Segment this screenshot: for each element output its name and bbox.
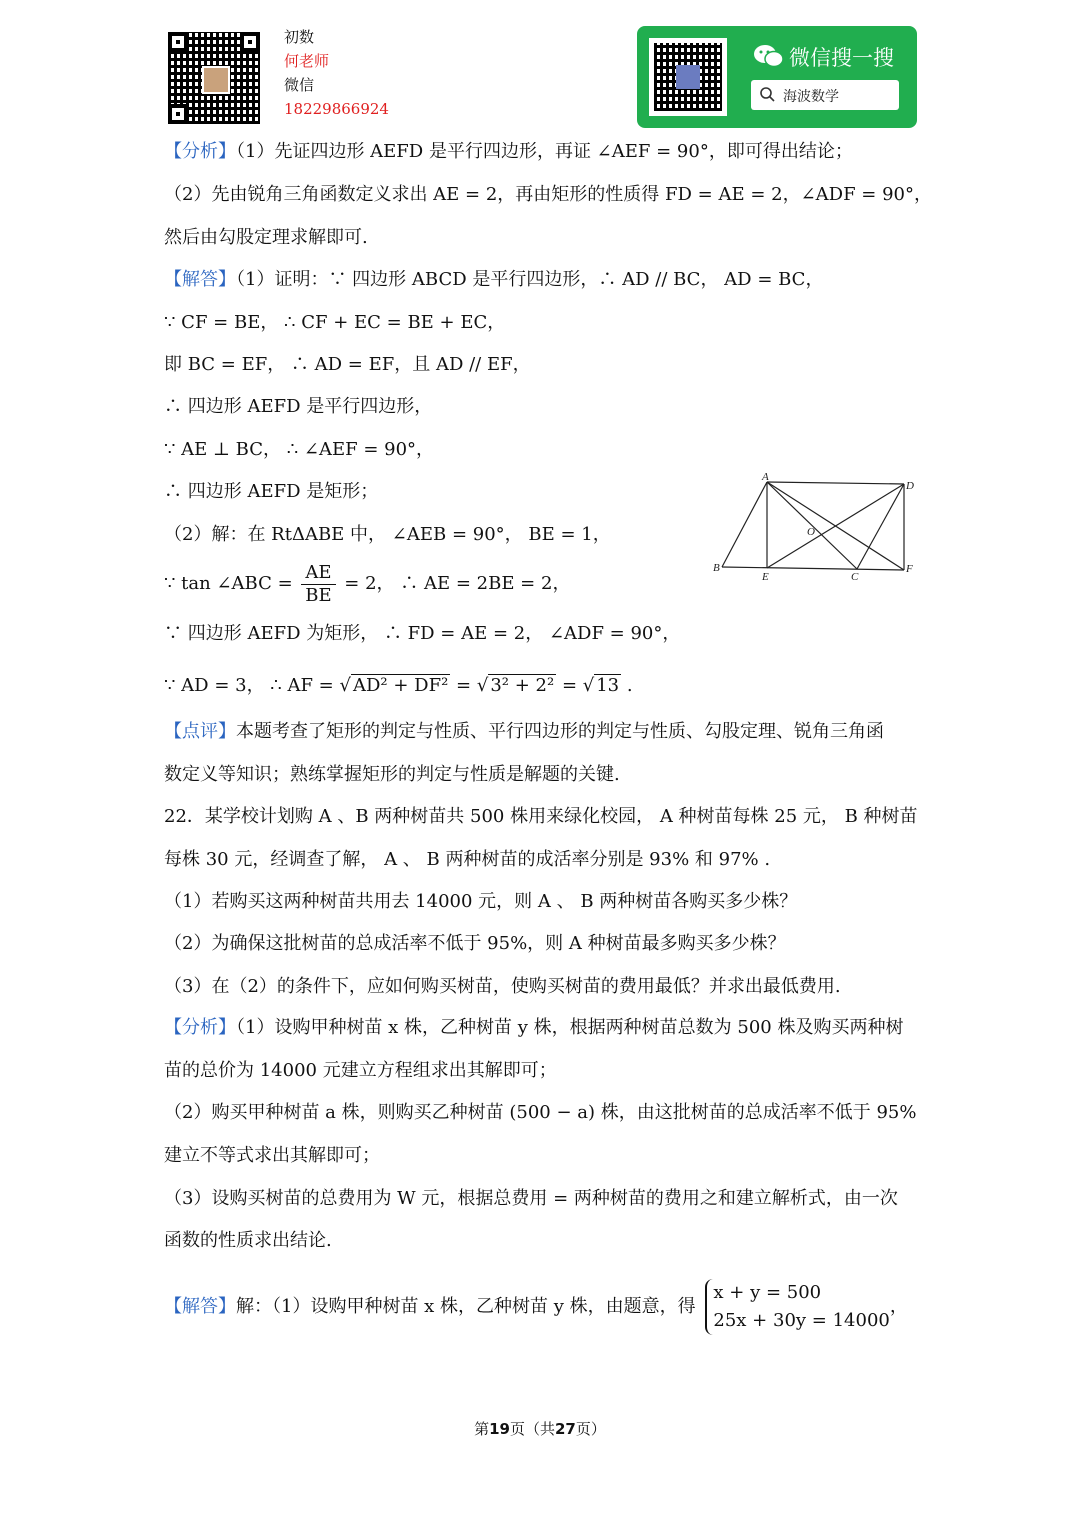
analysis2-line-5: （3）设购买树苗的总费用为 W 元，根据总费用 = 两种树苗的费用之和建立解析式，由一次 (164, 1188, 898, 1209)
qr-code-contact (168, 32, 260, 124)
wechat-search-box[interactable] (751, 80, 899, 110)
solution-line-2: ∵ CF = BE， ∴ CF + EC = BE + EC， (164, 312, 506, 333)
question-22-line-2: 每株 30 元，经调查了解， A 、 B 两种树苗的成活率分别是 93% 和 97% . (164, 849, 771, 870)
solution-line-1: 【解答】（1）证明：∵ 四边形 ABCD 是平行四边形，∴ AD // BC， AD = BC， (164, 269, 824, 290)
total-pages: 27 (555, 1420, 576, 1438)
solution-line-8: ∵ tan ∠ABC = $\frac{AE}{BE}$ = 2， ∴ AE = 2BE = 2， (164, 561, 571, 606)
equation-system: x + y = 500 25x + 30y = 14000 (705, 1279, 889, 1335)
label-b: B (713, 562, 720, 574)
analysis2-line-2: 苗的总价为 14000 元建立方程组求出其解即可； (164, 1060, 557, 1081)
solution-line-6: ∴ 四边形 AEFD 是矩形； (164, 481, 379, 502)
current-page: 19 (489, 1420, 510, 1438)
contact-phone: 18229866924 (284, 100, 389, 118)
wechat-icon (753, 44, 783, 66)
sqrt-ad-df: AD² + DF² (352, 675, 449, 696)
solution-line-3: 即 BC = EF， ∴ AD = EF，且 AD // EF， (164, 354, 531, 375)
question-22-line-1: 22．某学校计划购 A 、B 两种树苗共 500 株用来绿化校园， A 种树苗每株 25 元， B 种树苗 (164, 806, 918, 827)
comment-line-1: 【点评】本题考查了矩形的判定与性质、平行四边形的判定与性质、勾股定理、锐角三角函 (164, 721, 884, 742)
solution-line-9: ∵ 四边形 AEFD 为矩形， ∴ FD = AE = 2， ∠ADF = 90°， (164, 623, 681, 644)
sqrt-13: 13 (596, 675, 620, 696)
contact-line3: 微信 (284, 76, 315, 94)
fraction-ae-be: $\frac{AE}{BE}$ (301, 562, 335, 607)
label-e: E (762, 571, 769, 583)
solution-line-4: ∴ 四边形 AEFD 是平行四边形， (164, 396, 433, 417)
solution-line-7: （2）解：在 RtΔABE 中， ∠AEB = 90°， BE = 1， (164, 524, 611, 545)
analysis-line-3: 然后由勾股定理求解即可. (164, 227, 368, 248)
analysis2-line-6: 函数的性质求出结论. (164, 1230, 332, 1251)
label-a: A (762, 471, 769, 483)
solution-tag: 【解答】 (164, 269, 236, 290)
solution2-line-1: 【解答】解：（1）设购甲种树苗 x 株，乙种树苗 y 株，由题意，得 x + y = 500 25x + 30y = 14000 ， (164, 1278, 908, 1336)
solution-line-5: ∵ AE ⊥ BC， ∴ ∠AEF = 90°， (164, 439, 435, 460)
wechat-title: 微信搜一搜 (789, 46, 894, 70)
label-f: F (906, 563, 913, 575)
question-22-part-3: （3）在（2）的条件下，应如何购买树苗，使购买树苗的费用最低？并求出最低费用. (164, 976, 841, 997)
comment-tag: 【点评】 (164, 721, 236, 742)
label-d: D (906, 480, 914, 492)
segment-ab (722, 482, 767, 567)
wechat-search-text: 海波数学 (783, 89, 839, 105)
wechat-qr-center (676, 65, 700, 89)
qr-avatar (202, 66, 230, 94)
comment-line-2: 数定义等知识；熟练掌握矩形的判定与性质是解题的关键. (164, 764, 620, 785)
segment-ad (767, 482, 904, 484)
page-footer: 第19页（共27页） (474, 1420, 606, 1438)
segment-ed (767, 484, 904, 568)
contact-name: 何老师 (284, 52, 330, 70)
analysis2-line-1: 【分析】（1）设购甲种树苗 x 株，乙种树苗 y 株，根据两种树苗总数为 500 株及购买两种树 (164, 1017, 904, 1038)
label-o: O (807, 526, 815, 538)
geometry-figure (710, 470, 920, 585)
label-c: C (851, 571, 859, 583)
solution-line-10: ∵ AD = 3， ∴ AF = √ AD² + DF² = √ 3² + 2² = √ 13 . (164, 675, 633, 696)
solution2-tag: 【解答】 (164, 1296, 236, 1317)
analysis-line-1: 【分析】（1）先证四边形 AEFD 是平行四边形，再证 ∠AEF = 90°，即可得出结论； (164, 141, 853, 162)
contact-line1: 初数 (284, 28, 315, 46)
analysis2-tag: 【分析】 (164, 1017, 236, 1038)
question-22-part-1: （1）若购买这两种树苗共用去 14000 元，则 A 、 B 两种树苗各购买多少株？ (164, 891, 798, 912)
question-22-part-2: （2）为确保这批树苗的总成活率不低于 95%，则 A 种树苗最多购买多少株？ (164, 933, 786, 954)
segment-dc (857, 484, 904, 569)
wechat-search-banner[interactable] (637, 26, 917, 128)
analysis2-line-4: 建立不等式求出其解即可； (164, 1145, 380, 1166)
sqrt-3-2: 3² + 2² (490, 675, 555, 696)
segment-bf (722, 567, 904, 570)
search-icon (759, 86, 775, 106)
analysis2-line-3: （2）购买甲种树苗 a 株，则购买乙种树苗 (500 − a) 株，由这批树苗的总成活率不低于 95% (164, 1102, 917, 1123)
analysis-tag: 【分析】 (164, 141, 236, 162)
analysis-line-2: （2）先由锐角三角函数定义求出 AE = 2，再由矩形的性质得 FD = AE = 2，∠ADF = 90°， (164, 184, 933, 205)
